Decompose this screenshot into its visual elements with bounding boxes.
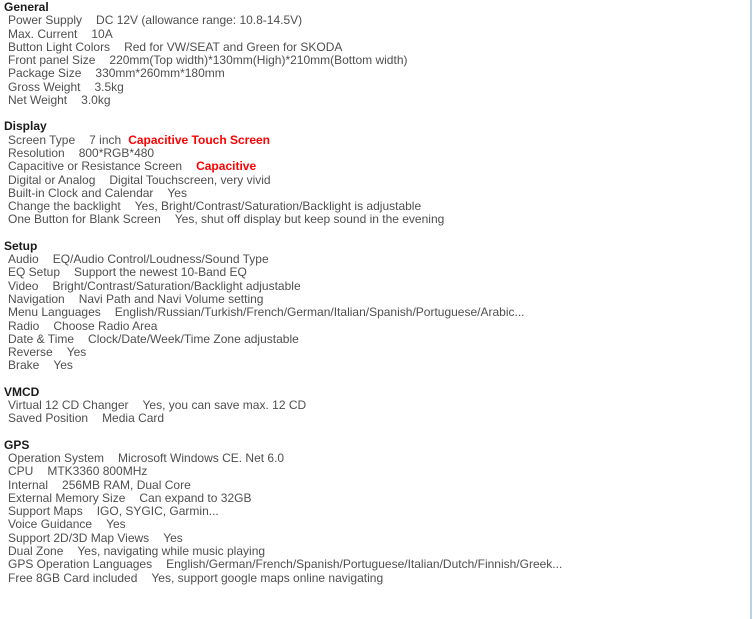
spec-key: Video [8,278,39,293]
spec-row [0,187,749,200]
spec-value: Yes, you can save max. 12 CD [142,398,307,413]
spec-section [0,240,749,373]
spec-row [0,200,749,213]
spec-value: EQ/Audio Control/Loudness/Sound Type [52,252,269,267]
spec-value: 10A [91,26,113,41]
spec-row [0,174,749,187]
spec-row [0,28,749,41]
spec-value: Support the newest 10-Band EQ [74,265,247,280]
spec-key: Free 8GB Card included [8,570,138,585]
spec-section [0,120,749,226]
section-title: VMCD [4,384,40,399]
spec-value: Yes, shut off display but keep sound in the evening [174,212,445,227]
spec-key: One Button for Blank Screen [8,212,161,227]
spec-key: Navigation [8,291,65,306]
spec-key: CPU [8,464,34,479]
spec-row [0,359,749,372]
spec-value: 330mm*260mm*180mm [95,66,225,81]
spec-key: Support Maps [8,504,83,519]
spec-value: Media Card [102,411,165,426]
spec-value: IGO, SYGIC, Garmin... [96,504,219,519]
spec-row [0,465,749,478]
spec-row [0,412,749,425]
spec-value: 220mm(Top width)*130mm(High)*210mm(Bottom width) [109,53,408,68]
spec-row [0,572,749,585]
spec-row [0,505,749,518]
spec-value: Choose Radio Area [53,318,158,333]
spec-row [0,280,749,293]
spec-key: Menu Languages [8,305,101,320]
spec-key: Built-in Clock and Calendar [8,185,154,200]
spec-key: Screen Type [8,132,76,147]
spec-key: Virtual 12 CD Changer [8,398,129,413]
spec-value: Can expand to 32GB [139,490,252,505]
spec-value: Red for VW/SEAT and Green for SKODA [124,39,343,54]
spec-key: Package Size [8,66,82,81]
spec-sheet [0,1,749,598]
spec-row [0,532,749,545]
spec-row [0,253,749,266]
spec-key: Gross Weight [8,79,81,94]
spec-key: Support 2D/3D Map Views [8,530,150,545]
spec-row [0,14,749,27]
section-title: General [4,0,49,14]
spec-row [0,213,749,226]
spec-value: Digital Touchscreen, very vivid [109,172,271,187]
spec-row [0,147,749,160]
spec-value: Yes, Bright/Contrast/Saturation/Backlight is adjustable [134,199,422,214]
spec-row [0,67,749,80]
spec-row [0,346,749,359]
section-title: Setup [4,238,38,253]
spec-row [0,41,749,54]
spec-key: Resolution [8,145,65,160]
spec-value: Yes, navigating while music playing [77,543,266,558]
spec-value-highlight: Capacitive Touch Screen [128,132,271,147]
spec-key: Reverse [8,345,53,360]
spec-key: External Memory Size [8,490,126,505]
spec-key: Audio [8,252,39,267]
spec-row [0,558,749,571]
spec-key: Voice Guidance [8,517,93,532]
spec-row [0,399,749,412]
spec-key: Date & Time [8,331,75,346]
spec-row [0,545,749,558]
spec-key: Brake [8,358,40,373]
spec-key: Button Light Colors [8,39,111,54]
spec-key: Front panel Size [8,53,96,68]
spec-key: Radio [8,318,40,333]
spec-key: Internal [8,477,49,492]
spec-value: 3.5kg [94,79,124,94]
spec-key: GPS Operation Languages [8,557,153,572]
spec-value: 3.0kg [81,93,111,108]
spec-row [0,134,749,147]
spec-row [0,293,749,306]
spec-row [0,54,749,67]
spec-value: Yes [163,530,183,545]
table-right-border [750,0,752,619]
spec-row [0,81,749,94]
spec-key: Saved Position [8,411,89,426]
spec-value: Clock/Date/Week/Time Zone adjustable [88,331,299,346]
spec-section [0,439,749,585]
section-title: GPS [4,437,30,452]
spec-key: Change the backlight [8,199,121,214]
spec-row [0,452,749,465]
spec-row [0,266,749,279]
spec-value: Bright/Contrast/Saturation/Backlight adjustable [52,278,301,293]
spec-value: Yes [106,517,126,532]
spec-key: Digital or Analog [8,172,96,187]
spec-value: Navi Path and Navi Volume setting [78,291,264,306]
spec-value: 256MB RAM, Dual Core [62,477,191,492]
spec-section [0,1,749,107]
spec-value: English/German/French/Spanish/Portuguese/Italian/Dutch/Finnish/Greek... [166,557,563,572]
spec-key: EQ Setup [8,265,61,280]
spec-value: DC 12V (allowance range: 10.8-14.5V) [96,13,303,28]
spec-value: 7 inch [89,132,122,147]
spec-key: Max. Current [8,26,78,41]
spec-row [0,306,749,319]
spec-row [0,94,749,107]
spec-value: MTK3360 800MHz [47,464,148,479]
spec-value: Microsoft Windows CE. Net 6.0 [118,450,285,465]
spec-value: English/Russian/Turkish/French/German/Italian/Spanish/Portuguese/Arabic... [114,305,525,320]
spec-value: Yes [66,345,87,360]
spec-section [0,386,749,426]
spec-row [0,479,749,492]
spec-value-highlight: Capacitive [196,159,257,174]
section-title: Display [4,119,47,134]
spec-key: Power Supply [8,13,83,28]
spec-key: Net Weight [8,93,68,108]
spec-row [0,518,749,531]
spec-key: Operation System [8,450,105,465]
spec-row [0,492,749,505]
spec-row [0,160,749,173]
spec-value: Yes, support google maps online navigating [151,570,384,585]
spec-row [0,333,749,346]
spec-value: Yes [53,358,73,373]
spec-value: 800*RGB*480 [78,145,155,160]
spec-key: Capacitive or Resistance Screen [8,159,183,174]
spec-value: Yes [167,185,187,200]
spec-row [0,320,749,333]
spec-key: Dual Zone [8,543,64,558]
